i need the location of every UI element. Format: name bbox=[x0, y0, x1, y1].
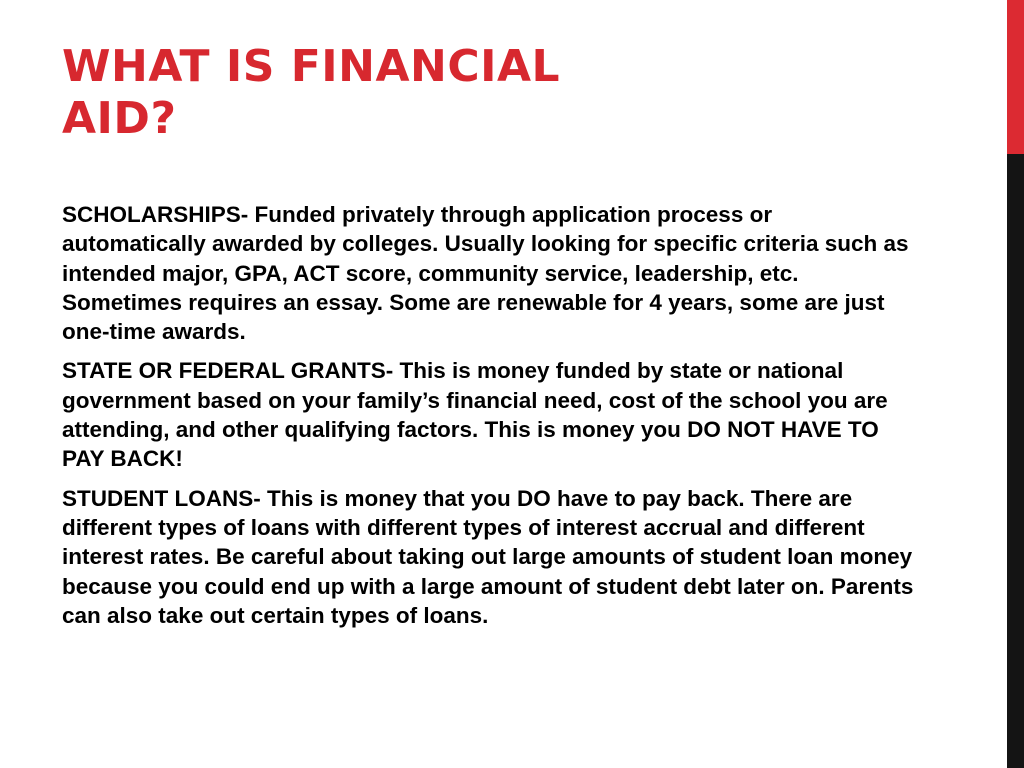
paragraph-scholarships: SCHOLARSHIPS- Funded privately through application process or automatically awarded by colleges. Usually looking for specific criteria such as intended major, GPA, ACT score, community service, leadership, etc. Sometimes requires an essay. Some are renewable for 4 years, some are just one-time awards. bbox=[62, 202, 909, 345]
slide-title-line-1: WHAT IS FINANCIAL bbox=[62, 41, 561, 92]
slide-body bbox=[62, 200, 922, 640]
paragraph-grants: STATE OR FEDERAL GRANTS- This is money funded by state or national government based on your family’s financial need, cost of the school you are attending, and other qualifying factors. This is money you DO NOT HAVE TO PAY BACK! bbox=[62, 358, 888, 472]
slide-title-line-2: AID? bbox=[62, 93, 177, 144]
slide-title bbox=[62, 41, 682, 145]
paragraph-student-loans: STUDENT LOANS- This is money that you DO have to pay back. There are different types of loans with different types of interest accrual and different interest rates. Be careful about taking out large amounts of student loan money because you could end up with a large amount of student debt later on. Parents can also take out certain types of loans. bbox=[62, 485, 914, 628]
accent-bar-dark bbox=[1007, 154, 1024, 768]
accent-bar-red bbox=[1007, 0, 1024, 154]
